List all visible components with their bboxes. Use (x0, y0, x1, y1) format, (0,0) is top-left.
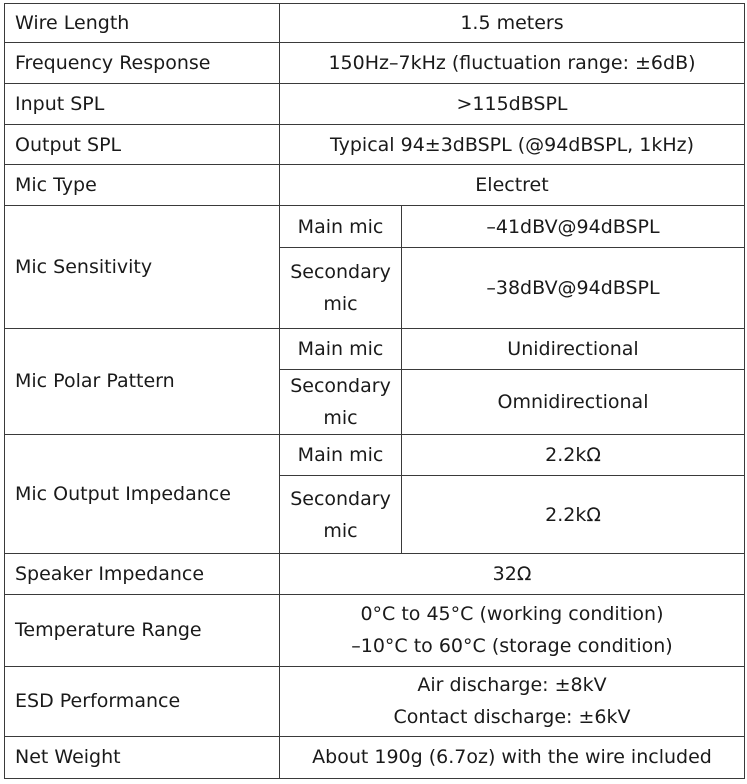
table-row (5, 595, 745, 666)
row-label-wire-length: Wire Length (5, 4, 280, 43)
table-row (5, 125, 745, 165)
table-row (5, 206, 745, 247)
row-label-mic-polar-pattern: Mic Polar Pattern (5, 328, 280, 434)
row-label-temperature-range: Temperature Range (5, 595, 280, 666)
temperature-storage: –10°C to 60°C (storage condition) (351, 635, 673, 658)
row-value-wire-length: 1.5 meters (280, 4, 745, 43)
row-label-speaker-impedance: Speaker Impedance (5, 554, 280, 595)
row-value-output-spl: Typical 94±3dBSPL (@94dBSPL, 1kHz) (280, 125, 745, 165)
sub-label-secondary-mic (280, 369, 402, 434)
row-value-mic-type: Electret (280, 165, 745, 206)
row-label-mic-sensitivity: Mic Sensitivity (5, 206, 280, 328)
esd-air-discharge: Air discharge: ±8kV (417, 674, 607, 697)
temperature-working: 0°C to 45°C (working condition) (360, 603, 664, 626)
row-label-esd-performance: ESD Performance (5, 666, 280, 736)
sub-label-text: Secondary (290, 374, 391, 397)
sub-label-main-mic: Main mic (280, 206, 402, 247)
sub-label-text: mic (323, 406, 358, 429)
table-row (5, 4, 745, 43)
row-label-output-spl: Output SPL (5, 125, 280, 165)
table-row (5, 736, 745, 778)
row-value-frequency-response: 150Hz–7kHz (fluctuation range: ±6dB) (280, 43, 745, 84)
row-label-input-spl: Input SPL (5, 84, 280, 125)
row-value-temperature-range (280, 595, 745, 666)
esd-contact-discharge: Contact discharge: ±6kV (393, 706, 631, 729)
sub-value-secondary-mic-polar: Omnidirectional (402, 369, 745, 434)
sub-label-text: mic (323, 519, 358, 542)
sub-value-main-mic-polar: Unidirectional (402, 328, 745, 369)
sub-label-main-mic: Main mic (280, 328, 402, 369)
spec-table (4, 3, 745, 779)
sub-label-text: Secondary (290, 260, 391, 283)
sub-label-text: Secondary (290, 487, 391, 510)
row-label-net-weight: Net Weight (5, 736, 280, 778)
sub-label-main-mic: Main mic (280, 435, 402, 476)
row-value-input-spl: >115dBSPL (280, 84, 745, 125)
sub-value-secondary-mic-sensitivity: –38dBV@94dBSPL (402, 247, 745, 328)
table-row (5, 43, 745, 84)
row-value-speaker-impedance: 32Ω (280, 554, 745, 595)
row-label-frequency-response: Frequency Response (5, 43, 280, 84)
sub-label-secondary-mic (280, 476, 402, 554)
table-row (5, 165, 745, 206)
table-row (5, 84, 745, 125)
row-value-net-weight: About 190g (6.7oz) with the wire included (280, 736, 745, 778)
table-row (5, 328, 745, 369)
sub-value-secondary-mic-impedance: 2.2kΩ (402, 476, 745, 554)
sub-value-main-mic-impedance: 2.2kΩ (402, 435, 745, 476)
table-row (5, 666, 745, 736)
row-label-mic-type: Mic Type (5, 165, 280, 206)
sub-label-secondary-mic (280, 247, 402, 328)
row-label-mic-output-impedance: Mic Output Impedance (5, 435, 280, 554)
sub-label-text: mic (323, 292, 358, 315)
table-row (5, 435, 745, 476)
sub-value-main-mic-sensitivity: –41dBV@94dBSPL (402, 206, 745, 247)
row-value-esd-performance (280, 666, 745, 736)
table-row (5, 554, 745, 595)
